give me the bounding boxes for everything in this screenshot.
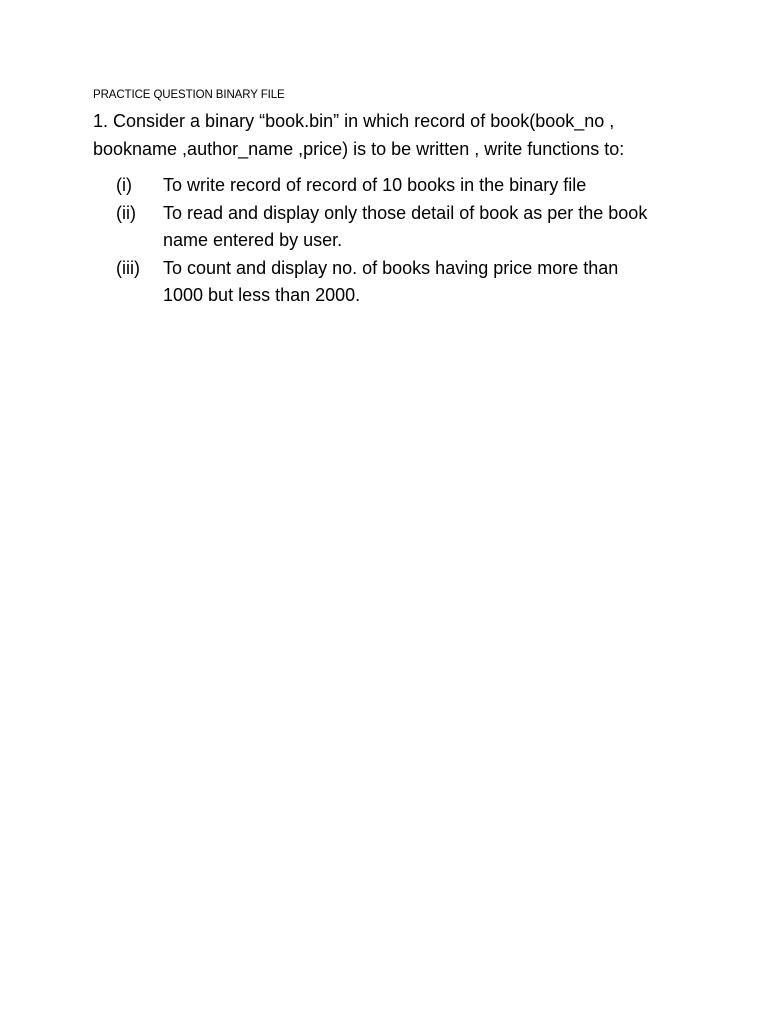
task-marker: (i) bbox=[116, 175, 132, 195]
question-line-1: 1. Consider a binary “book.bin” in which record of book(book_no , bbox=[93, 111, 615, 131]
task-item-ii bbox=[93, 200, 733, 255]
task-item-iii bbox=[93, 255, 733, 310]
task-text bbox=[163, 172, 683, 200]
task-list bbox=[93, 172, 733, 310]
task-line: To count and display no. of books having price more than bbox=[163, 257, 619, 278]
task-text bbox=[163, 255, 683, 310]
task-line: name entered by user. bbox=[163, 230, 343, 250]
task-text bbox=[163, 200, 683, 255]
document-heading: PRACTICE QUESTION BINARY FILE bbox=[93, 89, 285, 101]
task-line: To write record of record of 10 books in the binary file bbox=[163, 175, 587, 195]
task-item-i bbox=[93, 172, 733, 200]
task-line: 1000 but less than 2000. bbox=[163, 285, 361, 305]
task-marker: (ii) bbox=[116, 202, 136, 223]
task-marker: (iii) bbox=[116, 257, 140, 278]
question-line-2: bookname ,author_name ,price) is to be written , write functions to: bbox=[93, 139, 625, 159]
question-text bbox=[93, 107, 713, 163]
task-line: To read and display only those detail of book as per the book bbox=[163, 202, 648, 223]
